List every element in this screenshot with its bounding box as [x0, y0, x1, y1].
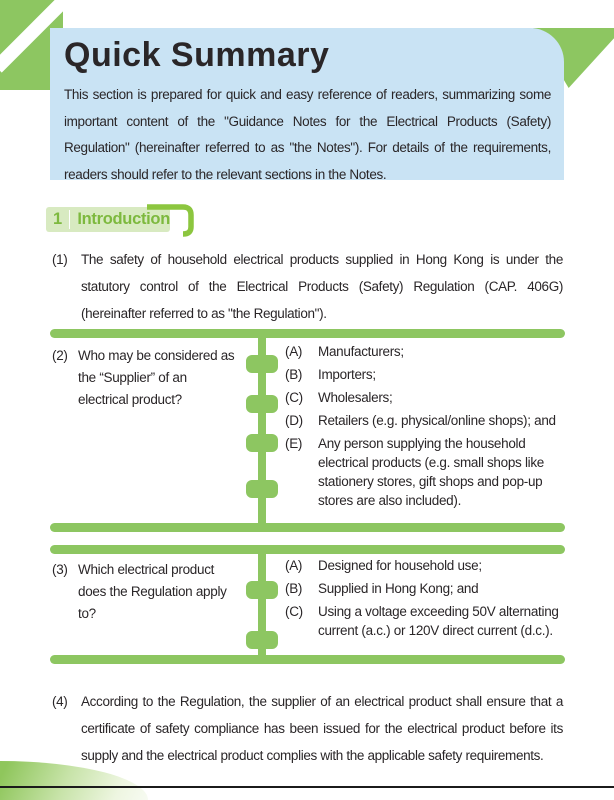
answer-row — [285, 411, 563, 430]
page-title: Quick Summary — [64, 36, 330, 74]
quick-summary-header-box — [50, 28, 564, 180]
answers-list-3 — [285, 556, 563, 644]
list-item-1 — [52, 246, 563, 327]
answer-text: Importers; — [318, 367, 376, 382]
intro-paragraph: This section is prepared for quick and easy reference of readers, summarizing some important content of the "Guidance Notes for the Electrical Products (Safety) Regulation" (hereinafter referred to as "the Notes"). For details of the requirements, readers should refer to the relevant sections in the Notes. — [64, 87, 551, 182]
answer-row — [285, 434, 563, 510]
footer-divider-line — [0, 786, 614, 788]
answer-row — [285, 342, 563, 361]
item-4-label: (4) — [52, 694, 68, 709]
answer-text: Any person supplying the household electrical products (e.g. small shops like stationery stores, gift shops and pop-up stores are also included). — [318, 436, 544, 508]
answer-text: Using a voltage exceeding 50V alternating current (a.c.) or 120V direct current (d.c.). — [318, 604, 559, 638]
answer-row — [285, 365, 563, 384]
answer-text: Wholesalers; — [318, 390, 393, 405]
section-heading-introduction — [46, 203, 196, 239]
green-bar-bottom — [50, 655, 565, 664]
qa-block-supplier — [50, 329, 565, 532]
qa-block-applicability — [50, 545, 565, 664]
connector-node — [246, 434, 278, 452]
item-4-text: According to the Regulation, the supplier of an electrical product shall ensure that a certificate of safety compliance has been issued for the electrical product before its supply and the electrical product complies with the applicable safety requirements. — [81, 694, 563, 763]
section-tab-content — [46, 207, 170, 232]
answer-label: (C) — [285, 604, 303, 619]
answer-text: Supplied in Hong Kong; and — [318, 581, 479, 596]
answer-row — [285, 388, 563, 407]
answer-label: (B) — [285, 367, 303, 382]
question-2-text: Who may be considered as the “Supplier” of an electrical product? — [78, 348, 235, 407]
section-tab-divider — [69, 210, 70, 229]
question-3-label: (3) — [52, 562, 68, 577]
green-bar-top — [50, 329, 565, 338]
answer-row — [285, 602, 563, 640]
answer-text: Retailers (e.g. physical/online shops); and — [318, 413, 556, 428]
green-bar-bottom — [50, 523, 565, 532]
answer-label: (A) — [285, 344, 303, 359]
list-item-4 — [52, 688, 563, 769]
answer-row — [285, 579, 563, 598]
question-3-text: Which electrical product does the Regulation apply to? — [78, 562, 227, 621]
answers-list-2 — [285, 342, 563, 514]
item-1-text: The safety of household electrical products supplied in Hong Kong is under the statutory control of the Electrical Products (Safety) Regulation (CAP. 406G) (hereinafter referred to as "the Regulation"). — [81, 252, 563, 321]
answer-label: (D) — [285, 413, 303, 428]
connector-node — [246, 480, 278, 498]
answer-text: Manufacturers; — [318, 344, 404, 359]
answer-row — [285, 556, 563, 575]
item-1-label: (1) — [52, 252, 68, 267]
section-number: 1 — [53, 210, 62, 228]
answer-label: (A) — [285, 558, 303, 573]
question-3 — [52, 559, 258, 625]
answer-text: Designed for household use; — [318, 558, 482, 573]
green-bar-top — [50, 545, 565, 554]
answer-label: (E) — [285, 436, 303, 451]
answer-label: (C) — [285, 390, 303, 405]
question-2 — [52, 345, 258, 411]
question-2-label: (2) — [52, 348, 68, 363]
answer-label: (B) — [285, 581, 303, 596]
connector-node — [246, 631, 278, 649]
section-name: Introduction — [77, 210, 170, 228]
